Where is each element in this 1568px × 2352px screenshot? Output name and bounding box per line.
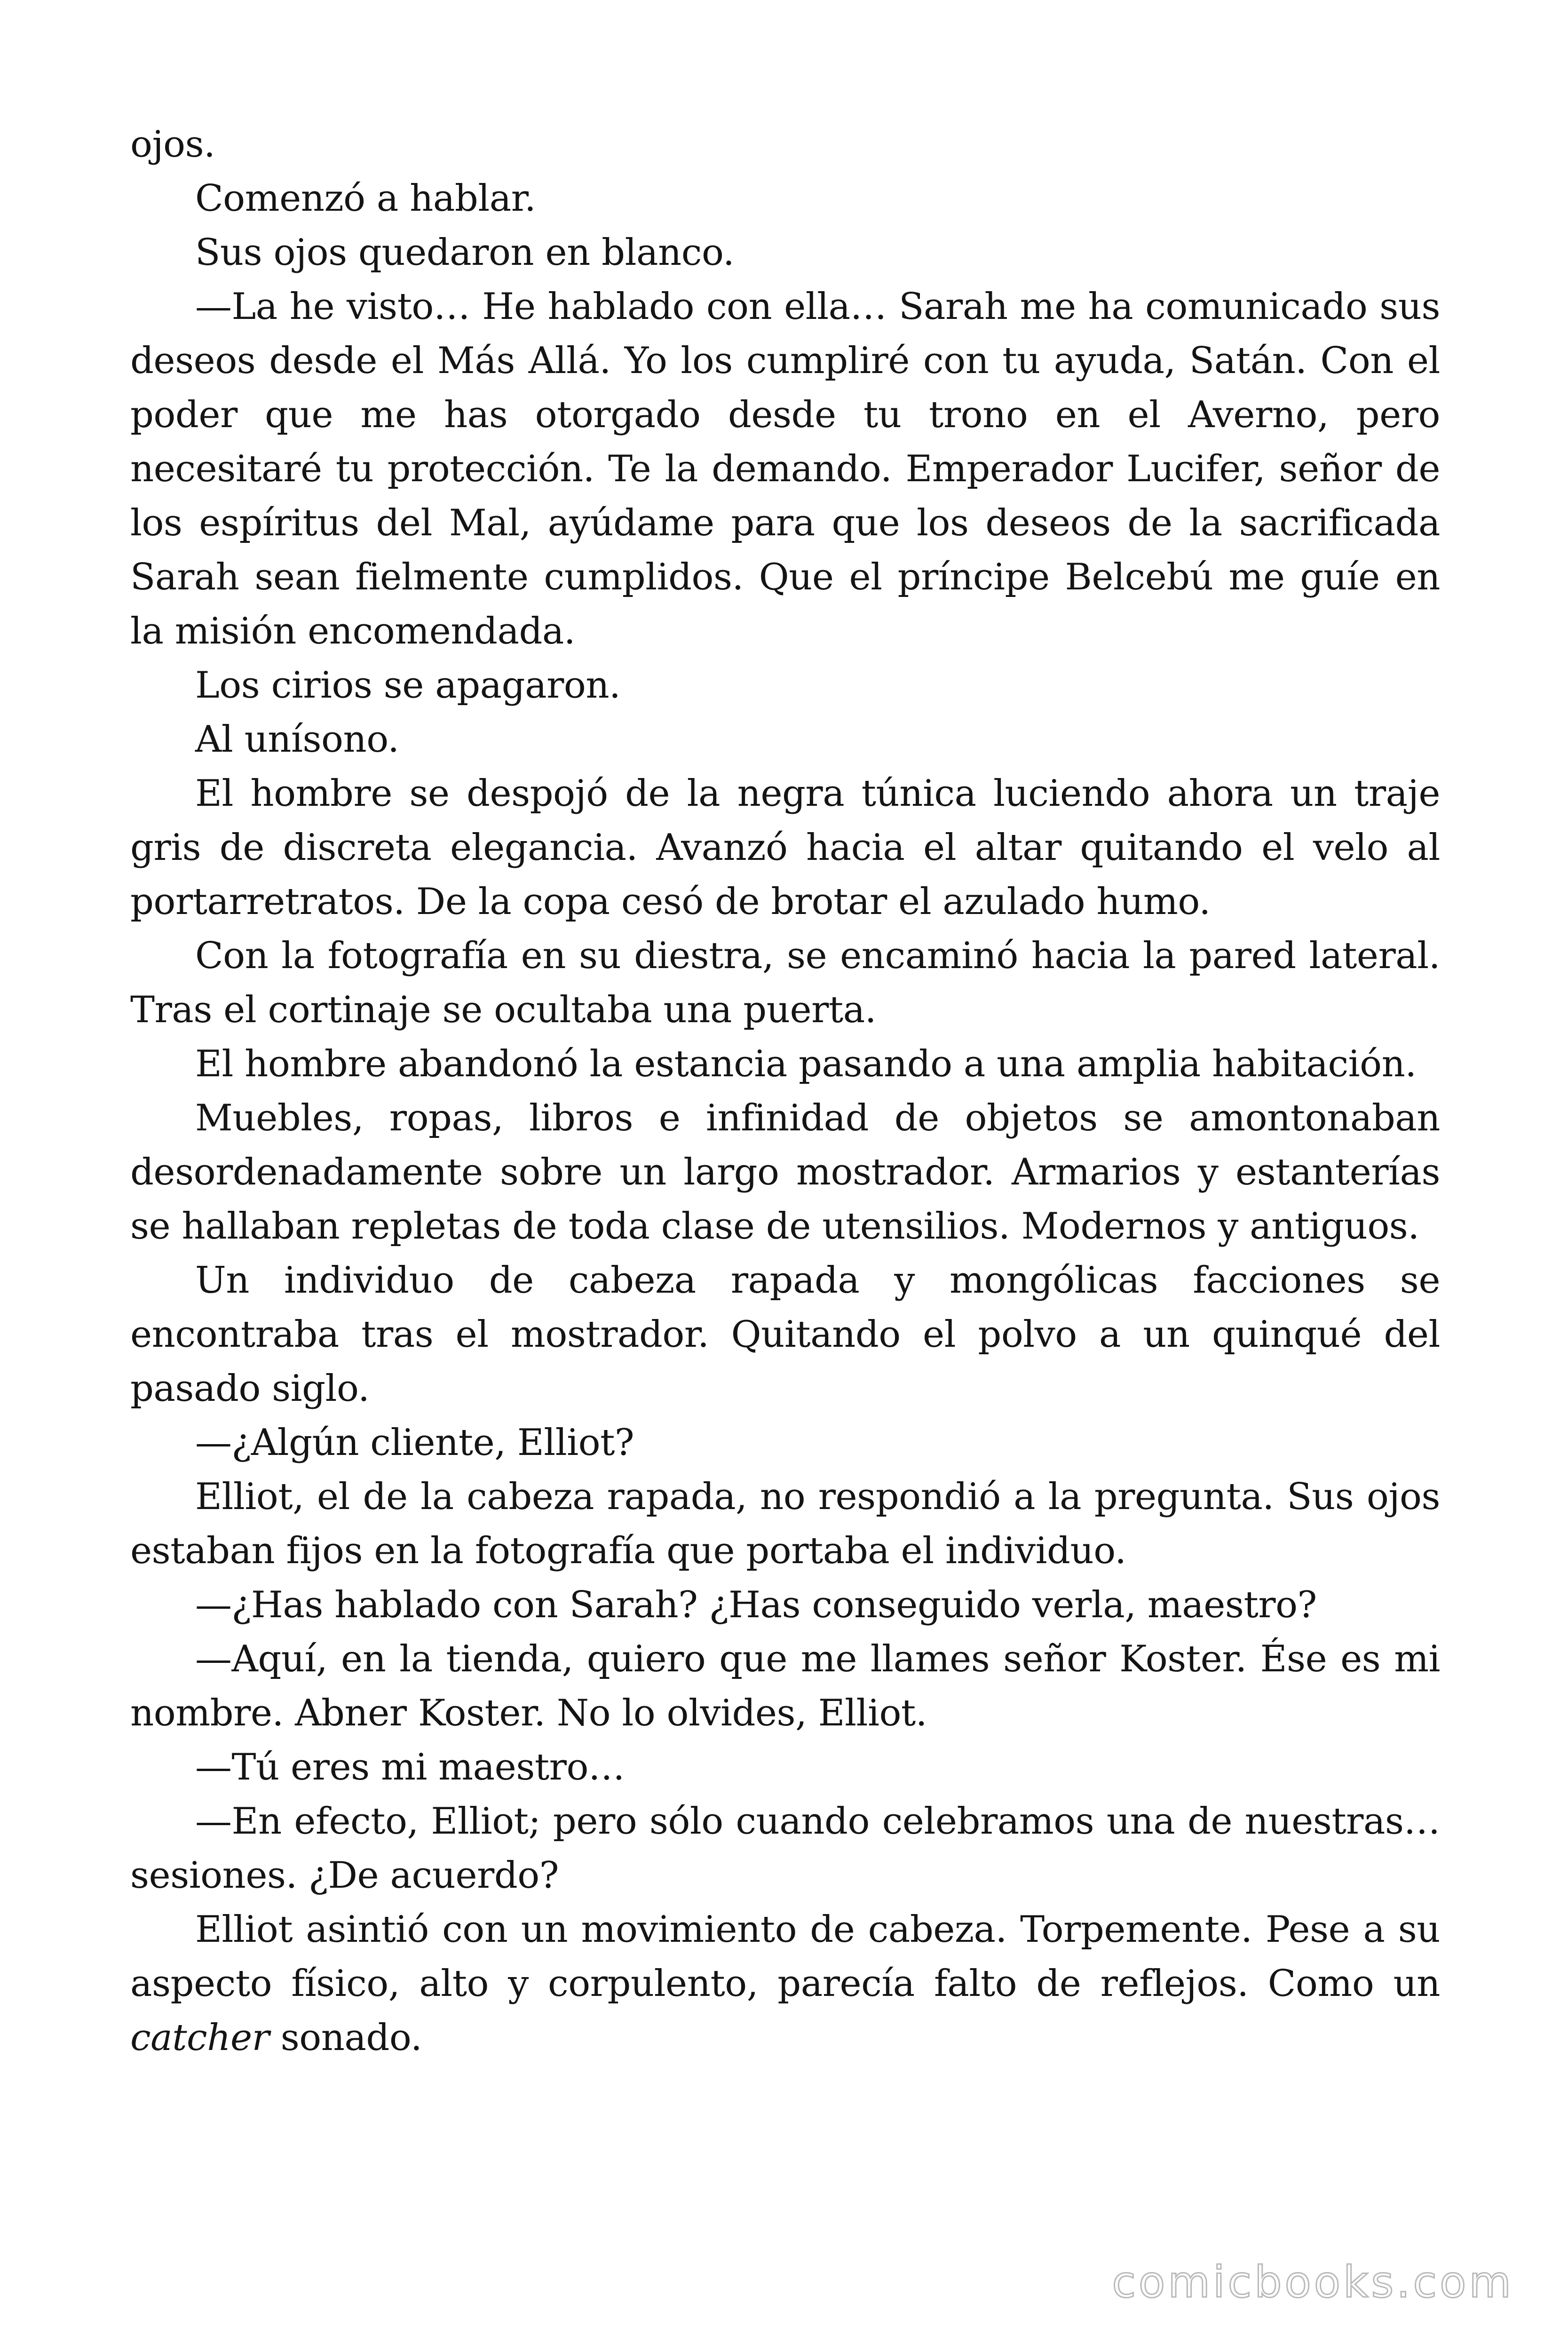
paragraph: Con la fotografía en su diestra, se encaminó hacia la pared lateral. Tras el cortinaje se ocultaba una puerta. (130, 935, 1440, 1031)
paragraph: —¿Has hablado con Sarah? ¿Has conseguido verla, maestro? (195, 1584, 1317, 1626)
paragraph: Sus ojos quedaron en blanco. (195, 231, 735, 274)
paragraph: ojos. (130, 123, 215, 166)
paragraph: —¿Algún cliente, Elliot? (195, 1422, 634, 1464)
watermark: comicbooks.com (1112, 2257, 1514, 2307)
paragraph: Un individuo de cabeza rapada y mongólicas facciones se encontraba tras el mostrador. Quitando el polvo a un quinqué del pasado siglo. (130, 1259, 1440, 1410)
paragraph: Muebles, ropas, libros e infinidad de objetos se amontonaban desordenadamente sobre un largo mostrador. Armarios y estanterías se hallaban repletas de toda clase de utensilios. Modernos y antiguos. (130, 1097, 1440, 1248)
paragraph: El hombre abandonó la estancia pasando a una amplia habitación. (195, 1043, 1417, 1085)
paragraph: —Aquí, en la tienda, quiero que me llames señor Koster. Ése es mi nombre. Abner Koster. No lo olvides, Elliot. (130, 1638, 1440, 1734)
paragraph-final (130, 1903, 1440, 2065)
paragraph: —Tú eres mi maestro… (195, 1746, 625, 1788)
italic-word: catcher (130, 2017, 269, 2059)
page-body (130, 118, 1440, 2065)
paragraph: —En efecto, Elliot; pero sólo cuando celebramos una de nuestras… sesiones. ¿De acuerdo? (130, 1800, 1440, 1897)
paragraph-text: sonado. (269, 2017, 422, 2059)
paragraph: —La he visto… He hablado con ella… Sarah me ha comunicado sus deseos desde el Más Allá. Yo los cumpliré con tu ayuda, Satán. Con el poder que me has otorgado desde tu trono en el Averno, pero necesitaré tu protección. Te la demando. Emperador Lucifer, señor de los espíritus del Mal, ayúdame para que los deseos de la sacrificada Sarah sean fielmente cumplidos. Que el príncipe Belcebú me guíe en la misión encomendada. (130, 286, 1440, 652)
paragraph: Al unísono. (195, 718, 399, 761)
paragraph: El hombre se despojó de la negra túnica luciendo ahora un traje gris de discreta elegancia. Avanzó hacia el altar quitando el velo al portarretratos. De la copa cesó de brotar el azulado humo. (130, 772, 1440, 923)
paragraph-text: Elliot asintió con un movimiento de cabeza. Torpemente. Pese a su aspecto físico, alto y corpulento, parecía falto de reflejos. Como un (130, 1908, 1440, 2005)
paragraph: Comenzó a hablar. (195, 177, 536, 220)
paragraph: Los cirios se apagaron. (195, 664, 621, 707)
paragraph: Elliot, el de la cabeza rapada, no respondió a la pregunta. Sus ojos estaban fijos en la fotografía que portaba el individuo. (130, 1476, 1440, 1572)
